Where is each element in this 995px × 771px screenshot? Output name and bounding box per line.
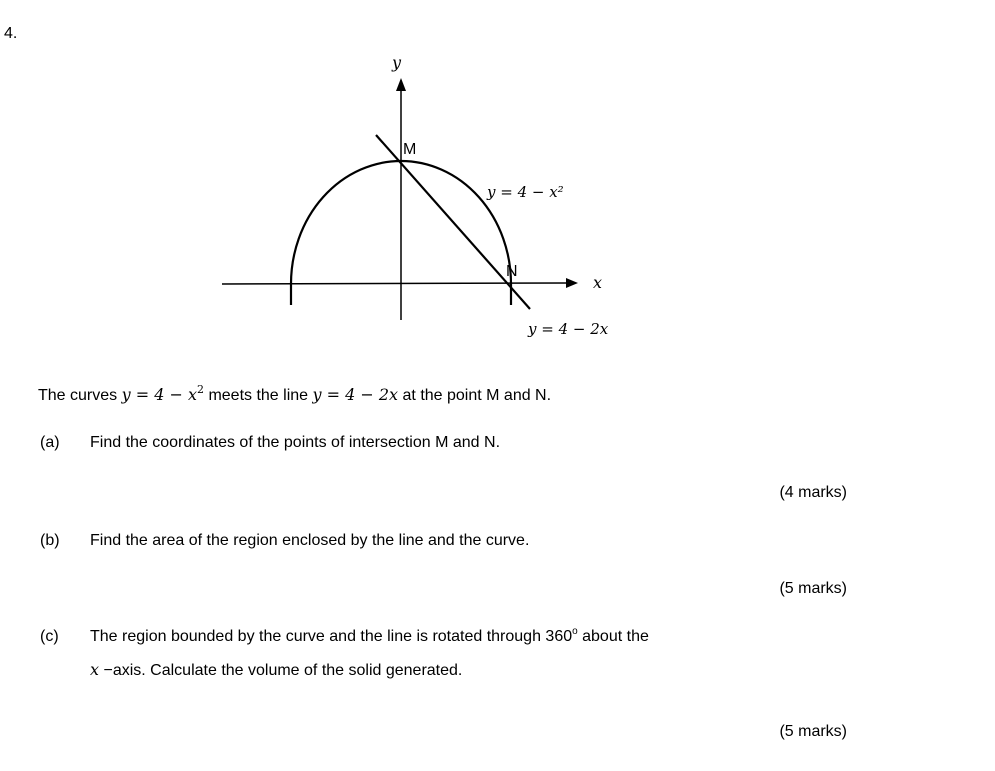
line-label: y = 4 − 2x [528,320,609,338]
y-axis-label: y [392,53,402,72]
graph-diagram [0,0,995,380]
statement-part2: meets the line [204,387,313,404]
statement-line-eq: y = 4 − 2x [312,385,399,404]
question-statement [38,382,552,405]
part-c-axis: x [90,660,100,679]
part-a-marks: (4 marks) [779,484,847,501]
part-c-text-line1: The region bounded by the curve and the line is rotated through 360 [90,628,573,645]
point-n-label: N [506,263,518,280]
point-m-label: M [403,141,417,158]
statement-part1: The curves [38,387,122,404]
curve-label: y = 4 − x² [487,183,564,201]
part-b-marks: (5 marks) [779,580,847,597]
part-c-line2 [90,660,462,680]
statement-curve-eq: y = 4 − x [121,385,197,404]
question-number: 4. [4,25,18,42]
x-axis-label: x [593,273,603,292]
part-c-text-line1-end: about the [577,628,649,645]
part-a-text: Find the coordinates of the points of intersection M and N. [90,434,501,451]
x-axis-arrow [566,278,578,288]
y-axis-arrow [396,78,406,91]
statement-exponent: 2 [197,382,204,396]
degree-symbol: o [572,625,578,637]
part-c-marks: (5 marks) [779,723,847,740]
statement-part3: at the point M and N. [398,387,552,404]
part-b-label: (b) [40,532,60,549]
part-c-line1 [90,625,649,646]
x-axis [222,283,568,284]
part-b-text: Find the area of the region enclosed by the line and the curve. [90,532,530,549]
part-a-label: (a) [40,434,60,451]
part-c-label: (c) [40,628,59,645]
part-c-text-line2: −axis. Calculate the volume of the solid generated. [99,662,463,679]
